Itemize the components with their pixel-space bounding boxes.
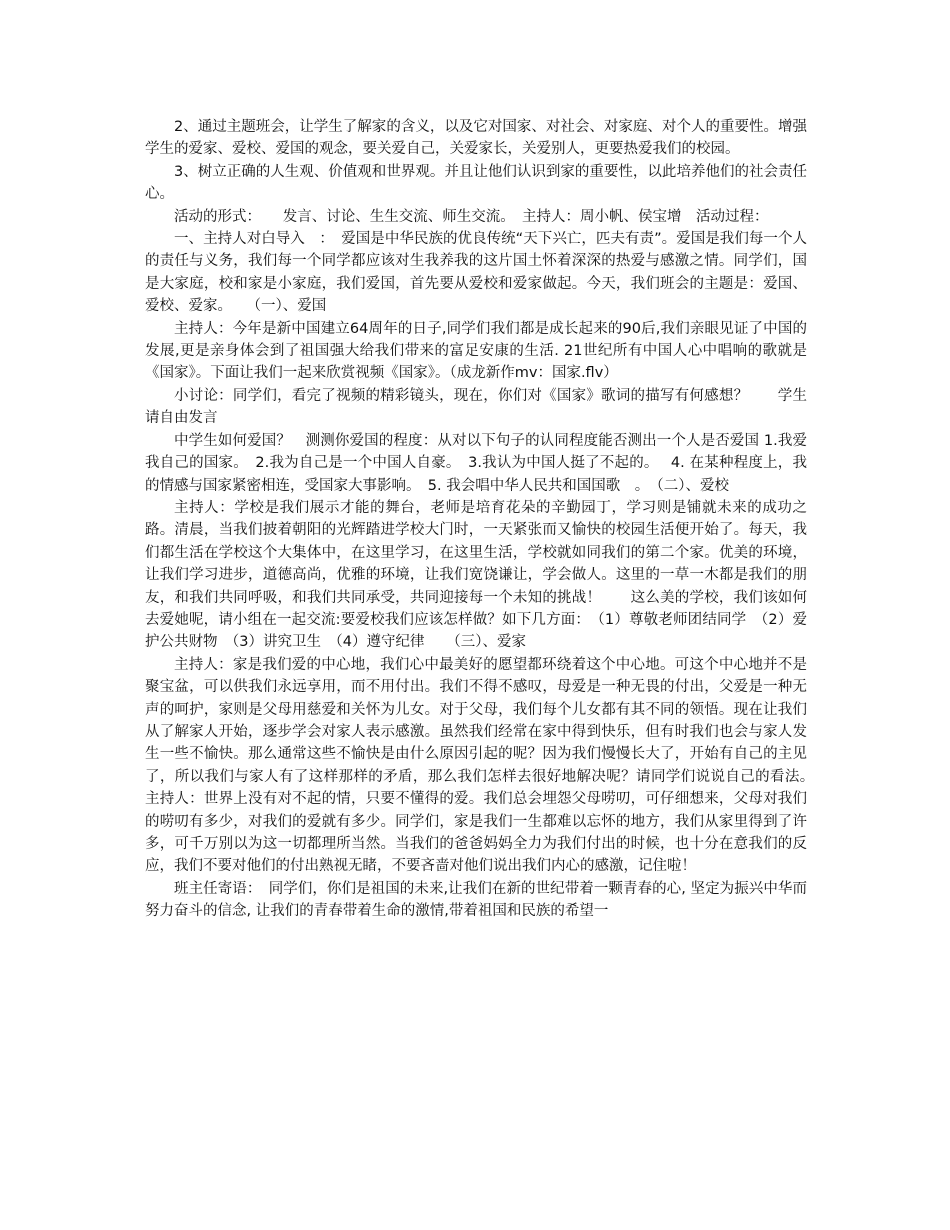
paragraph-goal-3: 3、树立正确的人生观、价值观和世界观。并且让他们认识到家的重要性，以此培养他们的社会责任心。 xyxy=(145,163,807,203)
paragraph-discussion: 小讨论：同学们，看完了视频的精彩镜头，现在，你们对《国家》歌词的描写有何感想？ 学生请自由发言 xyxy=(145,387,807,427)
paragraph-patriotism-test: 中学生如何爱国？ 测测你爱国的程度：从对以下句子的认同程度能否测出一个人是否爱国 1.我爱我自己的国家。 2.我为自己是一个中国人自豪。 3.我认为中国人挺了不起的。 4. 在某种程度上，我的情感与国家紧密相连，受国家大事影响。 5. 我会唱中华人民共和国国歌 。 （二）、爱校 xyxy=(145,432,807,494)
paragraph-activity-form: 活动的形式： 发言、讨论、生生交流、师生交流。 主持人：周小帆、侯宝增 活动过程： xyxy=(174,208,769,225)
document-body xyxy=(145,116,836,923)
paragraph-host-family: 主持人：家是我们爱的中心地，我们心中最美好的愿望都环绕着这个中心地。可这个中心地并不是聚宝盆，可以供我们永远享用，而不用付出。我们不得不感叹，母爱是一种无畏的付出，父爱是一种无声的呵护，家则是父母用慈爱和关怀为儿女。对于父母，我们每个儿女都有其不同的领悟。现在让我们从了解家人开始，逐步学会对家人表示感激。虽然我们经常在家中得到快乐，但有时我们也会与家人发生一些不愉快。那么通常这些不愉快是由什么原因引起的呢？因为我们慢慢长大了，开始有自己的主见了，所以我们与家人有了这样那样的矛盾，那么我们怎样去很好地解决呢？请同学们说说自己的看法。 主持人：世界上没有对不起的情，只要不懂得的爱。我们总会埋怨父母唠叨，可仔细想来，父母对我们的唠叨有多少，对我们的爱就有多少。同学们，家是我们一生都难以忘怀的地方，我们从家里得到了许多，可千万别以为这一切都理所当然。当我们的爸爸妈妈全力为我们付出的时候，也十分在意我们的反应，我们不要对他们的付出熟视无睹，不要吝啬对他们说出我们内心的感激，记住啦！ xyxy=(145,656,836,875)
paragraph-host-school: 主持人：学校是我们展示才能的舞台，老师是培育花朵的辛勤园丁，学习则是铺就未来的成功之路。清晨，当我们披着朝阳的光辉踏进学校大门时，一天紧张而又愉快的校园生活便开始了。每天，我们都生活在学校这个大集体中，在这里学习，在这里生活，学校就如同我们的第二个家。优美的环境，让我们学习进步，道德高尚，优雅的环境，让我们宽饶谦让，学会做人。这里的一草一木都是我们的朋友，和我们共同呼吸，和我们共同承受，共同迎接每一个未知的挑战！ 这么美的学校，我们该如何去爱她呢，请小组在一起交流:要爱校我们应该怎样做？如下几方面： （1）尊敬老师团结同学 （2）爱护公共财物 （3）讲究卫生 （4）遵守纪律 （三）、爱家 xyxy=(145,499,807,651)
paragraph-teacher-message: 班主任寄语： 同学们，你们是祖国的未来,让我们在新的世纪带着一颗青春的心, 坚定为振兴中华而努力奋斗的信念, 让我们的青春带着生命的激情,带着祖国和民族的希望一 xyxy=(145,880,807,920)
paragraph-goal-2: 2、通过主题班会，让学生了解家的含义，以及它对国家、对社会、对家庭、对个人的重要性。增强学生的爱家、爱校、爱国的观念，要关爱自己，关爱家长，关爱别人，更要热爱我们的校园。 xyxy=(145,119,807,158)
paragraph-host-country: 主持人：今年是新中国建立64周年的日子,同学们我们都是成长起来的90后,我们亲眼见证了中国的发展,更是亲身体会到了祖国强大给我们带来的富足安康的生活. 21世纪所有中国人心中唱响的歌就是《国家》。下面让我们一起来欣赏视频《国家》。（成龙新作mv：国家.flv） xyxy=(145,320,807,382)
paragraph-intro: 一、主持人对白导入 ： 爱国是中华民族的优良传统“天下兴亡，匹夫有责”。爱国是我们每一个人的责任与义务，我们每一个同学都应该对生我养我的这片国土怀着深深的热爱与感激之情。同学们，国是大家庭，校和家是小家庭，我们爱国，首先要从爱校和爱家做起。今天，我们班会的主题是：爱国、爱校、爱家。 （一）、爱国 xyxy=(145,231,807,315)
